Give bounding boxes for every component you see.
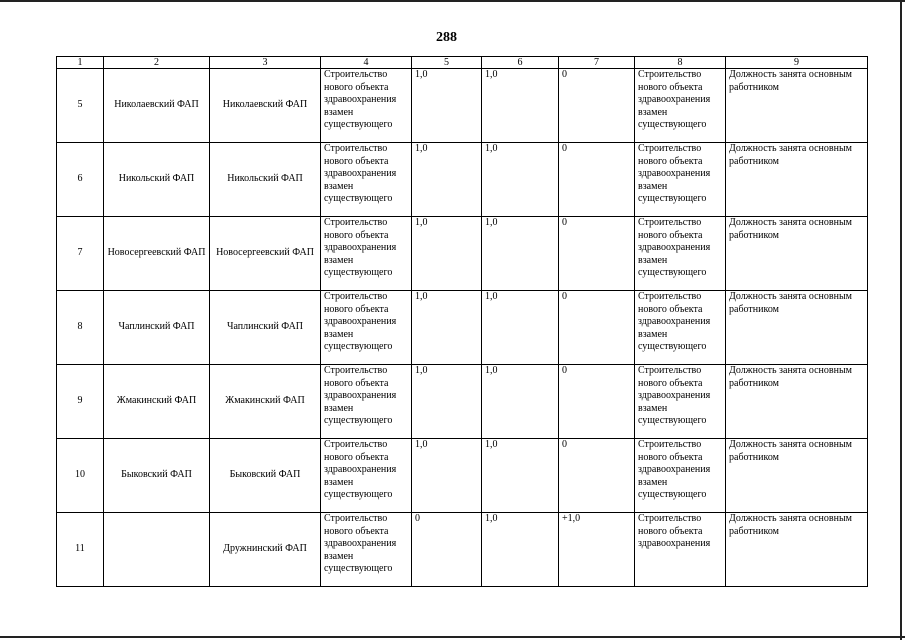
column-header: 7 [559, 57, 635, 69]
column-header: 6 [482, 57, 559, 69]
header-row [57, 57, 868, 69]
column-header: 1 [57, 57, 104, 69]
row-number: 10 [57, 439, 104, 513]
column-header: 9 [726, 57, 868, 69]
staff-note: Должность занята основным работником [726, 69, 868, 143]
table-row [57, 69, 868, 143]
facility-name: Николаевский ФАП [104, 69, 210, 143]
row-number: 11 [57, 513, 104, 587]
staff-note: Должность занята основным работником [726, 143, 868, 217]
facility-name: Чаплинский ФАП [104, 291, 210, 365]
table-row [57, 439, 868, 513]
row-number: 9 [57, 365, 104, 439]
value-change: 0 [559, 439, 635, 513]
value-before: 1,0 [412, 69, 482, 143]
facility-name: Быковский ФАП [104, 439, 210, 513]
table-row [57, 217, 868, 291]
column-header: 8 [635, 57, 726, 69]
row-number: 6 [57, 143, 104, 217]
result-text: Строительство нового объекта здравоохранения взамен существующего [635, 439, 726, 513]
value-change: 0 [559, 69, 635, 143]
result-text: Строительство нового объекта здравоохранения взамен существующего [635, 365, 726, 439]
column-header: 4 [321, 57, 412, 69]
result-text: Строительство нового объекта здравоохранения [635, 513, 726, 587]
value-change: 0 [559, 291, 635, 365]
value-after: 1,0 [482, 439, 559, 513]
value-before: 1,0 [412, 217, 482, 291]
column-header: 3 [210, 57, 321, 69]
measure-text: Строительство нового объекта здравоохранения взамен существующего [321, 143, 412, 217]
facility-name: Жмакинский ФАП [104, 365, 210, 439]
measure-text: Строительство нового объекта здравоохранения взамен существующего [321, 513, 412, 587]
staff-note: Должность занята основным работником [726, 439, 868, 513]
facility-name: Новосергеевский ФАП [104, 217, 210, 291]
value-after: 1,0 [482, 217, 559, 291]
page-edge-top [0, 0, 905, 2]
value-before: 1,0 [412, 143, 482, 217]
table-row [57, 143, 868, 217]
result-text: Строительство нового объекта здравоохранения взамен существующего [635, 69, 726, 143]
value-change: +1,0 [559, 513, 635, 587]
page-number: 288 [436, 30, 457, 45]
table-row [57, 513, 868, 587]
value-before: 1,0 [412, 365, 482, 439]
facility-name-new: Быковский ФАП [210, 439, 321, 513]
row-number: 7 [57, 217, 104, 291]
value-before: 1,0 [412, 439, 482, 513]
result-text: Строительство нового объекта здравоохранения взамен существующего [635, 143, 726, 217]
value-change: 0 [559, 365, 635, 439]
staff-note: Должность занята основным работником [726, 291, 868, 365]
measure-text: Строительство нового объекта здравоохранения взамен существующего [321, 365, 412, 439]
column-header: 5 [412, 57, 482, 69]
facility-name-new: Новосергеевский ФАП [210, 217, 321, 291]
measure-text: Строительство нового объекта здравоохранения взамен существующего [321, 439, 412, 513]
facility-name [104, 513, 210, 587]
value-after: 1,0 [482, 291, 559, 365]
value-before: 0 [412, 513, 482, 587]
facilities-table [56, 56, 868, 587]
facility-name: Никольский ФАП [104, 143, 210, 217]
column-header: 2 [104, 57, 210, 69]
measure-text: Строительство нового объекта здравоохранения взамен существующего [321, 69, 412, 143]
result-text: Строительство нового объекта здравоохранения взамен существующего [635, 291, 726, 365]
facility-name-new: Николаевский ФАП [210, 69, 321, 143]
facility-name-new: Чаплинский ФАП [210, 291, 321, 365]
value-after: 1,0 [482, 69, 559, 143]
staff-note: Должность занята основным работником [726, 513, 868, 587]
value-after: 1,0 [482, 143, 559, 217]
page-edge-bottom [0, 636, 905, 638]
value-before: 1,0 [412, 291, 482, 365]
row-number: 5 [57, 69, 104, 143]
facility-name-new: Никольский ФАП [210, 143, 321, 217]
table-row [57, 291, 868, 365]
measure-text: Строительство нового объекта здравоохранения взамен существующего [321, 217, 412, 291]
value-after: 1,0 [482, 513, 559, 587]
measure-text: Строительство нового объекта здравоохранения взамен существующего [321, 291, 412, 365]
value-change: 0 [559, 217, 635, 291]
value-change: 0 [559, 143, 635, 217]
row-number: 8 [57, 291, 104, 365]
value-after: 1,0 [482, 365, 559, 439]
table-row [57, 365, 868, 439]
page-edge-right [900, 0, 902, 640]
result-text: Строительство нового объекта здравоохранения взамен существующего [635, 217, 726, 291]
facility-name-new: Дружнинский ФАП [210, 513, 321, 587]
facility-name-new: Жмакинский ФАП [210, 365, 321, 439]
staff-note: Должность занята основным работником [726, 365, 868, 439]
staff-note: Должность занята основным работником [726, 217, 868, 291]
